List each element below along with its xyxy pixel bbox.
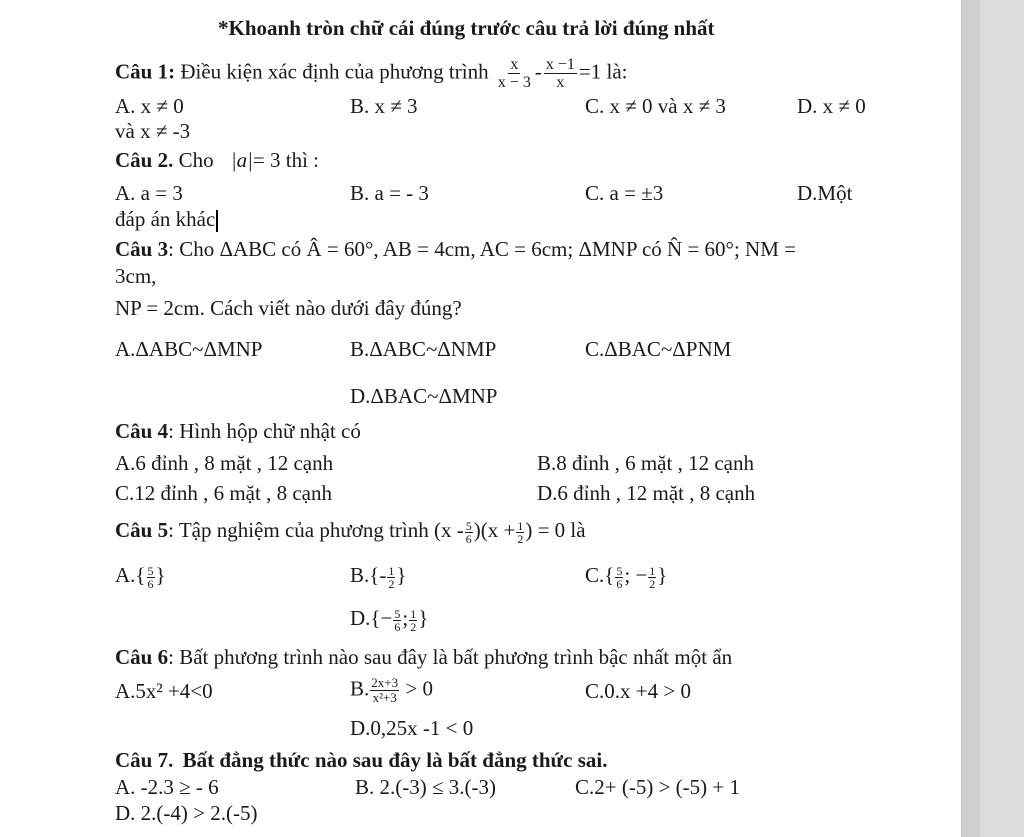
window-right-margin xyxy=(961,0,1024,837)
question-3-line-3: NP = 2cm. Cách viết nào dưới đây đúng? xyxy=(115,296,462,320)
question-1-label: Câu 1: xyxy=(115,59,176,84)
q2-option-d-continued: đáp án khác xyxy=(115,207,218,232)
q6-option-b[interactable]: B. $\frac{2x+3}{\text{x²+3}}$ > 0 xyxy=(350,675,433,705)
q2-option-c[interactable]: C. a = ±3 xyxy=(585,181,664,205)
q1-option-a[interactable]: A. x ≠ 0 xyxy=(115,94,184,118)
q6-option-c[interactable]: C.0.x +4 > 0 xyxy=(585,679,691,703)
q3-option-c[interactable]: C.ΔBAC~ΔPNM xyxy=(585,337,732,361)
q4-option-c[interactable]: C.12 đỉnh , 6 mặt , 8 cạnh xyxy=(115,481,332,505)
question-5: Câu 5: Tập nghiệm của phương trình (x - $\frac{5}{6}$ )(x + $\frac{1}{2}$ ) = 0 là xyxy=(115,518,586,546)
question-4: Câu 4: Hình hộp chữ nhật có xyxy=(115,419,361,443)
question-7: Câu 7. Bất đẳng thức nào sau đây là bất đẳng thức sai. xyxy=(115,748,608,772)
question-1: Câu 1: Điều kiện xác định của phương trình $\frac{x}{x - 3}$ - $\frac{x -1}{x}$ =1 là: xyxy=(115,56,628,91)
q1-option-b[interactable]: B. x ≠ 3 xyxy=(350,94,418,118)
q2-option-a[interactable]: A. a = 3 xyxy=(115,181,183,205)
question-1-text: Điều kiện xác định của phương trình xyxy=(180,59,489,84)
question-3: Câu 3: Cho ΔABC có Â = 60°, AB = 4cm, AC = 6cm; ΔMNP có N̂ = 60°; NM = xyxy=(115,237,796,261)
q4-option-d[interactable]: D.6 đỉnh , 12 mặt , 8 cạnh xyxy=(537,481,756,505)
page-title: *Khoanh tròn chữ cái đúng trước câu trả lời đúng nhất xyxy=(218,16,715,40)
q2-option-b[interactable]: B. a = - 3 xyxy=(350,181,429,205)
text-cursor xyxy=(216,210,218,232)
question-4-label: Câu 4 xyxy=(115,419,169,443)
vertical-scrollbar[interactable] xyxy=(962,0,980,837)
q1-option-c[interactable]: C. x ≠ 0 và x ≠ 3 xyxy=(585,94,726,118)
q6-option-a[interactable]: A.5x² +4<0 xyxy=(115,679,213,703)
question-2-label: Câu 2. xyxy=(115,148,174,172)
q5-option-b[interactable]: B.{- $\frac{1}{2}$ } xyxy=(350,563,407,591)
q4-option-b[interactable]: B.8 đỉnh , 6 mặt , 12 cạnh xyxy=(537,451,754,475)
q5-option-c[interactable]: C.{ $\frac{5}{6}$ ; − $\frac{1}{2}$ } xyxy=(585,563,668,591)
question-7-label: Câu 7. xyxy=(115,748,174,772)
q7-option-d[interactable]: D. 2.(-4) > 2.(-5) xyxy=(115,801,258,825)
fraction-1-2: $\frac{1}{2}$ xyxy=(517,518,524,546)
q6-option-d[interactable]: D.0,25x -1 < 0 xyxy=(350,716,474,740)
question-3-label: Câu 3 xyxy=(115,237,169,261)
fraction-2: $\frac{x -1}{x}$ xyxy=(545,56,575,91)
q7-option-b[interactable]: B. 2.(-3) ≤ 3.(-3) xyxy=(355,775,496,799)
q3-option-d[interactable]: D.ΔBAC~ΔMNP xyxy=(350,384,498,408)
question-6-label: Câu 6 xyxy=(115,645,169,669)
q1-option-d-continued: và x ≠ -3 xyxy=(115,119,191,143)
q5-option-a[interactable]: A.{ $\frac{5}{6}$ } xyxy=(115,563,166,591)
q7-option-a[interactable]: A. -2.3 ≥ - 6 xyxy=(115,775,219,799)
question-3-line-2: 3cm, xyxy=(115,264,157,288)
question-2: Câu 2. Cho |a|= 3 thì : xyxy=(115,148,320,172)
q1-option-d[interactable]: D. x ≠ 0 xyxy=(797,94,866,118)
q4-option-a[interactable]: A.6 đỉnh , 8 mặt , 12 cạnh xyxy=(115,451,334,475)
q3-option-b[interactable]: B.ΔABC~ΔNMP xyxy=(350,337,497,361)
q5-option-d[interactable]: D.{− $\frac{5}{6}$ ; $\frac{1}{2}$ } xyxy=(350,606,429,634)
q2-option-d[interactable]: D.Một xyxy=(797,181,853,205)
q7-option-c[interactable]: C.2+ (-5) > (-5) + 1 xyxy=(575,775,740,799)
fraction-1: $\frac{x}{x - 3}$ xyxy=(497,56,531,91)
question-5-label: Câu 5 xyxy=(115,518,169,542)
fraction-5-6: $\frac{5}{6}$ xyxy=(465,518,472,546)
absolute-value: |a| xyxy=(230,148,253,172)
q3-option-a[interactable]: A.ΔABC~ΔMNP xyxy=(115,337,263,361)
question-6: Câu 6: Bất phương trình nào sau đây là bất phương trình bậc nhất một ẩn xyxy=(115,645,733,669)
